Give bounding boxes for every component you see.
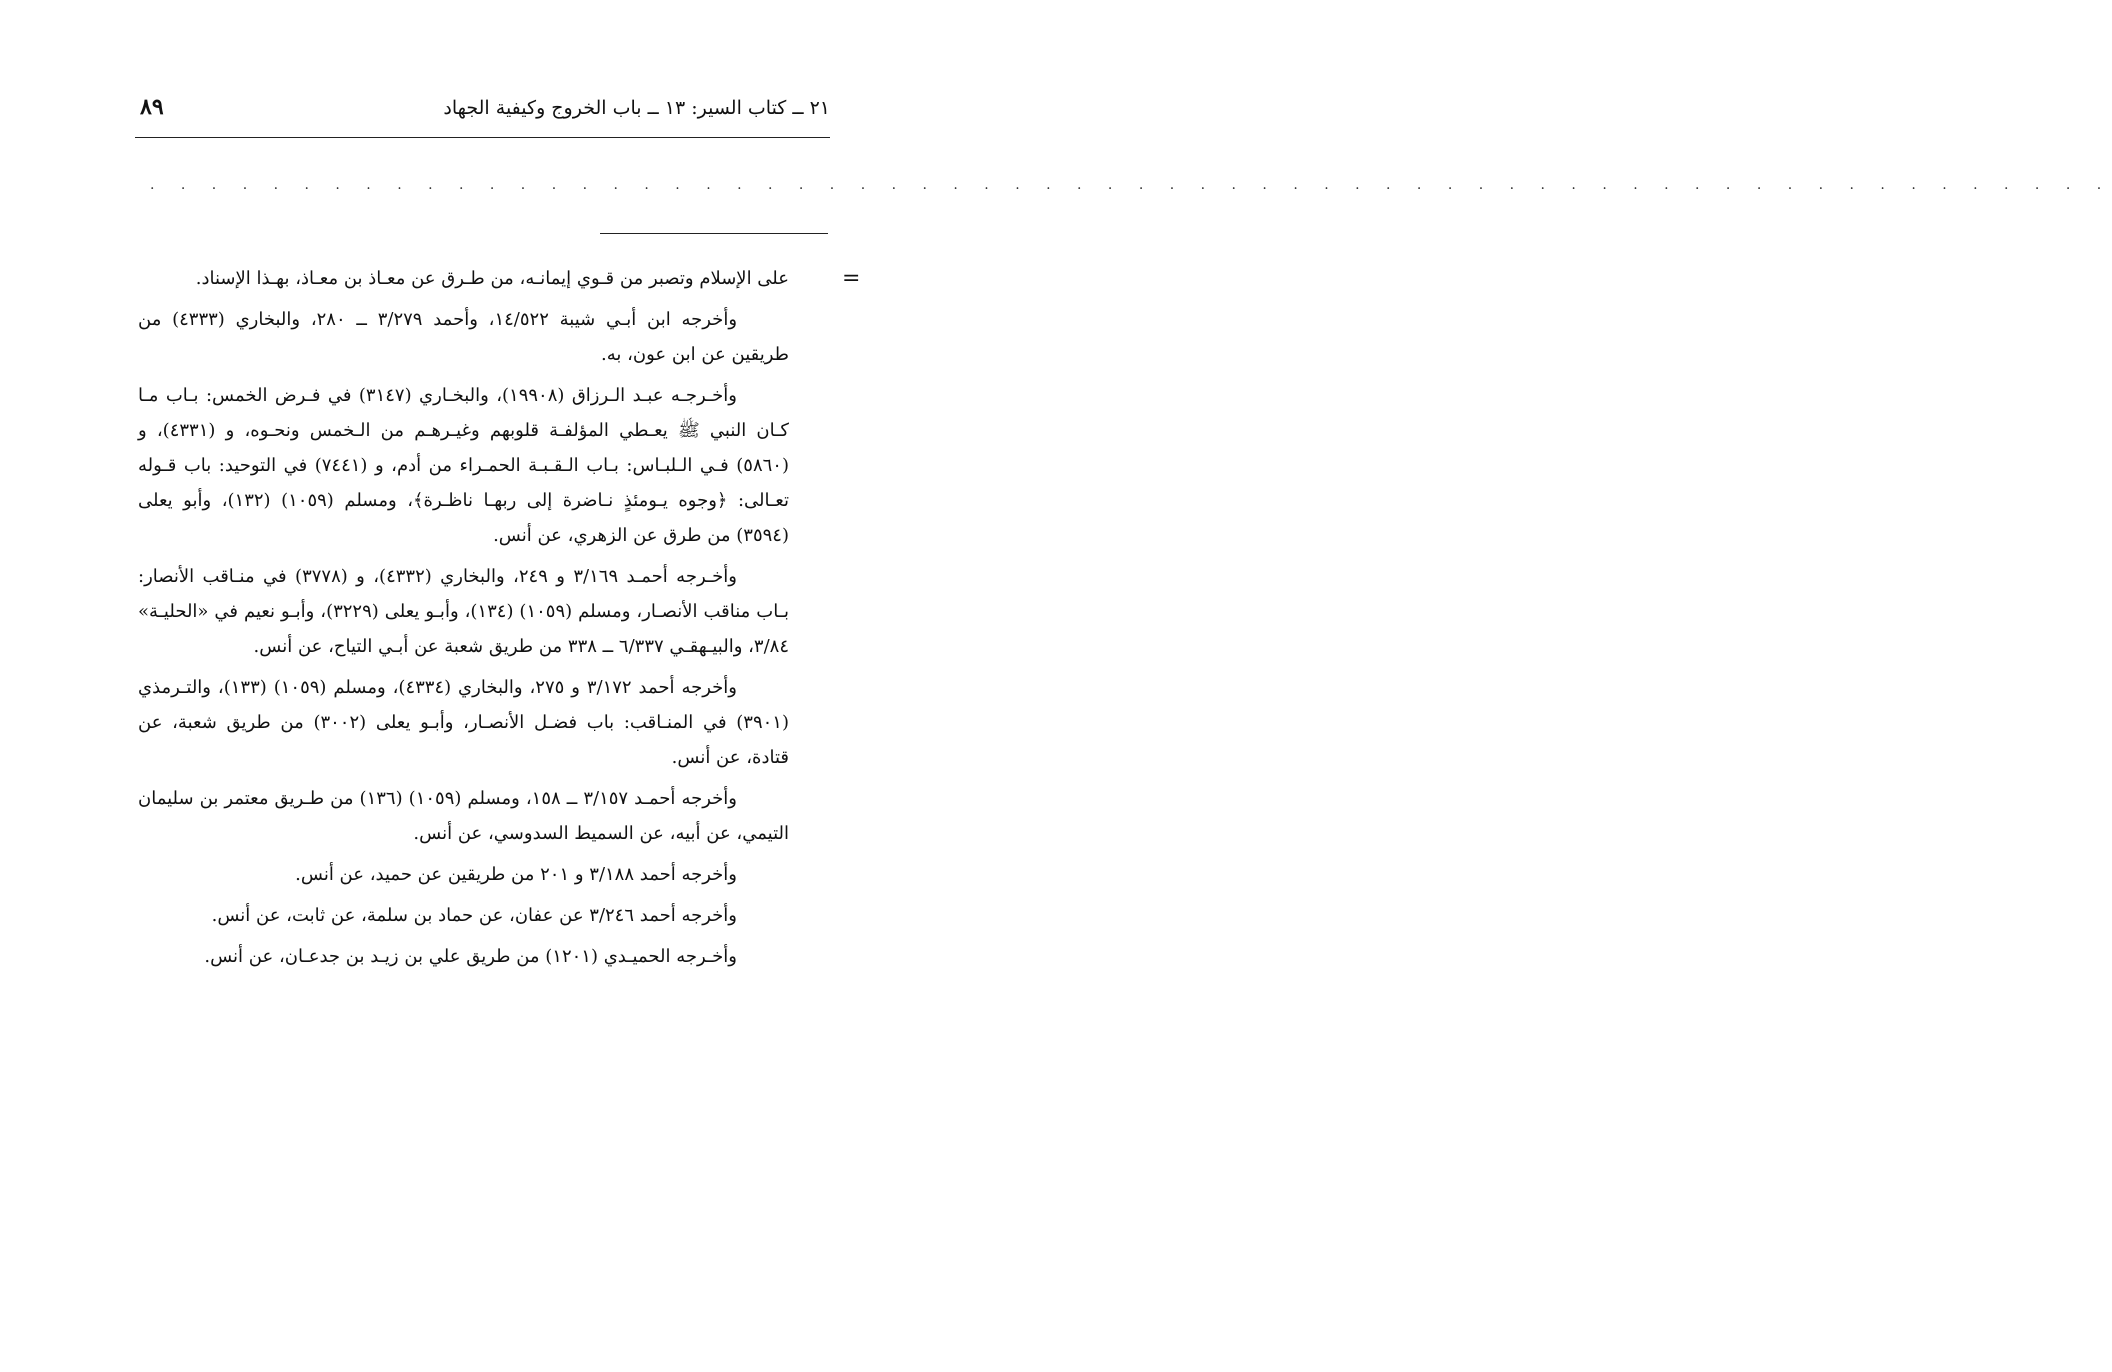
footnotes	[138, 261, 789, 980]
footnote-rule	[600, 233, 828, 234]
footnote-paragraph: على الإسلام وتصبر من قـوي إيمانـه، من طـرق عن معـاذ بن معـاذ، بهـذا الإسناد.	[195, 268, 789, 289]
dotted-separator: . . . . . . . . . . . . . . . . . . . . . . . . . . . . . . . . . . . . . . . . . . . . . . . . . . . . . . . . . . . . . . . .	[150, 177, 2112, 193]
header-rule	[135, 137, 830, 138]
footnote-paragraph: وأخـرجـه عبـد الـرزاق (١٩٩٠٨)، والبخـاري (٣١٤٧) في فـرض الخمس: بـاب مـا كـان النبي ﷺ يعـطي المؤلفـة قلوبهم وغيـرهـم من الـخمس ونحـوه، و (٤٣٣١)، و (٥٨٦٠) فـي الـلبـاس: بـاب الـقـبـة الحمـراء من أدم، و (٧٤٤١) في التوحيد: باب قـوله تعـالى: ﴿وجوه يـومئذٍ نـاضرة إلى ربهـا ناظـرة﴾، ومسلم (١٠٥٩) (١٣٢)، وأبو يعلى (٣٥٩٤) من طرق عن الزهري، عن أنس.	[138, 385, 789, 546]
footnote-paragraph: وأخرجه أحمد ٣/١٧٢ و ٢٧٥، والبخاري (٤٣٣٤)، ومسلم (١٠٥٩) (١٣٣)، والتـرمذي (٣٩٠١) في المنـاقب: باب فضـل الأنصـار، وأبـو يعلى (٣٠٠٢) من طريق شعبة، عن قتادة، عن أنس.	[138, 677, 789, 768]
footnote-paragraph: وأخرجه أحمد ٣/١٨٨ و ٢٠١ من طريقين عن حميد، عن أنس.	[295, 864, 737, 885]
running-head: ٢١ ــ كتاب السير: ١٣ ــ باب الخروج وكيفية الجهاد	[443, 97, 830, 119]
footnote-paragraph: وأخـرجه الحميـدي (١٢٠١) من طريق علي بن زيـد بن جدعـان، عن أنس.	[204, 946, 737, 967]
continuation-mark: =	[842, 266, 861, 291]
footnote-paragraph: وأخرجه أحمد ٣/٢٤٦ عن عفان، عن حماد بن سلمة، عن ثابت، عن أنس.	[211, 905, 737, 926]
page-number: ٨٩	[140, 94, 164, 120]
page-header	[135, 78, 830, 138]
footnote-paragraph: وأخرجه ابن أبـي شيبة ١٤/٥٢٢، وأحمد ٣/٢٧٩ ــ ٢٨٠، والبخاري (٤٣٣٣) من طريقين عن ابن عون، به.	[138, 309, 789, 365]
footnote-paragraph: وأخرجه أحمـد ٣/١٥٧ ــ ١٥٨، ومسلم (١٠٥٩) (١٣٦) من طـريق معتمر بن سليمان التيمي، عن أبيه، عن السميط السدوسي، عن أنس.	[138, 788, 789, 844]
footnote-paragraph: وأخـرجه أحمـد ٣/١٦٩ و ٢٤٩، والبخاري (٤٣٣٢)، و (٣٧٧٨) في منـاقب الأنصار: بـاب مناقب الأنصـار، ومسلم (١٠٥٩) (١٣٤)، وأبـو يعلى (٣٢٢٩)، وأبـو نعيم في «الحليـة» ٣/٨٤، والبيـهقـي ٦/٣٣٧ ــ ٣٣٨ من طريق شعبة عن أبـي التياح، عن أنس.	[138, 566, 789, 657]
